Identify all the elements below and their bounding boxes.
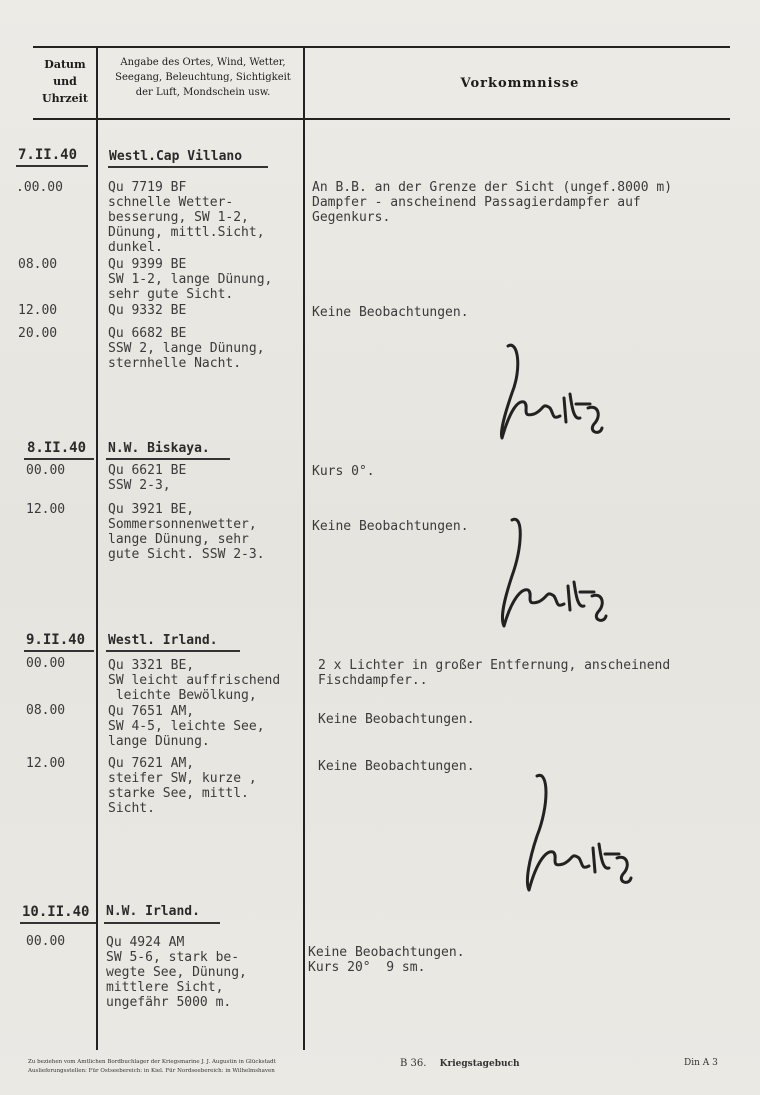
day-date-underline bbox=[20, 922, 96, 924]
day-location-underline bbox=[108, 166, 268, 168]
day-location: N.W. Biskaya. bbox=[108, 441, 210, 456]
day-date: 7.II.40 bbox=[18, 147, 78, 163]
day-location-underline bbox=[104, 922, 220, 924]
footer-paper-format: Din A 3 bbox=[684, 1058, 718, 1068]
header-events-column: Vorkommnisse bbox=[460, 76, 580, 91]
header-date-line-1: Datum bbox=[44, 58, 86, 71]
footer-publisher-note: Zu beziehen vom Amtlichen Bordbuchlager der Kriegsmarine J. J. Augustin in Glückstadt Auslieferungsstellen: Für Ostseebereich: in Kiel. Für Nordseebereich: in Wilhelmshaven bbox=[28, 1059, 276, 1074]
day-location-underline bbox=[106, 650, 240, 652]
entry-events: Kurs 0°. bbox=[312, 464, 375, 479]
entry-events: Keine Beobachtungen. bbox=[318, 759, 475, 774]
day-date-underline bbox=[24, 650, 94, 652]
day-location: N.W. Irland. bbox=[106, 904, 200, 919]
header-date-line-3: Uhrzeit bbox=[42, 92, 88, 105]
column-divider-2 bbox=[303, 47, 305, 1050]
entry-events: Keine Beobachtungen. bbox=[312, 519, 469, 534]
header-bottom-rule bbox=[33, 118, 730, 120]
column-divider-1 bbox=[96, 47, 98, 1050]
header-date-column bbox=[33, 56, 97, 107]
entry-time: 00.00 bbox=[26, 463, 66, 478]
entry-time: 12.00 bbox=[26, 756, 66, 771]
entry-events: An B.B. an der Grenze der Sicht (ungef.8000 m) Dampfer - anscheinend Passagierdampfer auf Gegenkurs. bbox=[312, 180, 673, 225]
header-ort-line-3: der Luft, Mondschein usw. bbox=[135, 87, 271, 98]
header-ort-line-1: Angabe des Ortes, Wind, Wetter, bbox=[120, 57, 286, 68]
header-ort-line-2: Seegang, Beleuchtung, Sichtigkeit bbox=[115, 72, 291, 83]
entry-location: Qu 7651 AM, SW 4-5, leichte See, lange Dünung. bbox=[108, 704, 265, 749]
day-date: 9.II.40 bbox=[26, 632, 86, 648]
day-location: Westl. Irland. bbox=[108, 633, 218, 648]
entry-location: Qu 4924 AM SW 5-6, stark be- wegte See, Dünung, mittlere Sicht, ungefähr 5000 m. bbox=[106, 935, 247, 1010]
footer-form-number: B 36. bbox=[400, 1058, 427, 1069]
entry-time: 12.00 bbox=[18, 303, 58, 318]
signature-image bbox=[492, 514, 622, 634]
entry-events: Keine Beobachtungen. Kurs 20° 9 sm. bbox=[308, 945, 465, 975]
entry-time: 00.00 bbox=[26, 656, 66, 671]
entry-time: 00.00 bbox=[26, 934, 66, 949]
entry-time: .00.00 bbox=[16, 180, 63, 195]
entry-location: Qu 9399 BE SW 1-2, lange Dünung, sehr gute Sicht. bbox=[108, 257, 273, 302]
day-location-underline bbox=[106, 458, 230, 460]
entry-location: Qu 6621 BE SSW 2-3, bbox=[108, 463, 187, 493]
entry-events: Keine Beobachtungen. bbox=[312, 305, 469, 320]
entry-time: 20.00 bbox=[18, 326, 58, 341]
entry-location: Qu 9332 BE bbox=[108, 303, 187, 318]
header-location-column bbox=[100, 55, 306, 100]
table-top-rule bbox=[33, 46, 730, 48]
day-date: 10.II.40 bbox=[22, 904, 90, 920]
entry-time: 08.00 bbox=[26, 703, 66, 718]
signature-image bbox=[490, 338, 620, 448]
entry-location: Qu 6682 BE SSW 2, lange Dünung, sternhelle Nacht. bbox=[108, 326, 265, 371]
signature-image bbox=[515, 768, 645, 898]
day-date: 8.II.40 bbox=[27, 440, 87, 456]
day-date-underline bbox=[24, 458, 94, 460]
footer-form-id bbox=[400, 1058, 520, 1069]
day-date-underline bbox=[16, 165, 88, 167]
footer-form-title: Kriegstagebuch bbox=[439, 1059, 520, 1069]
entry-location: Qu 7621 AM, steifer SW, kurze , starke See, mittl. Sicht. bbox=[108, 756, 257, 816]
entry-location: Qu 7719 BF schnelle Wetter- besserung, SW 1-2, Dünung, mittl.Sicht, dunkel. bbox=[108, 180, 265, 255]
entry-events: 2 x Lichter in großer Entfernung, anscheinend Fischdampfer.. bbox=[318, 658, 671, 688]
header-date-line-2: und bbox=[53, 75, 77, 88]
entry-location: Qu 3321 BE, SW leicht auffrischend leichte Bewölkung, bbox=[108, 658, 281, 703]
entry-location: Qu 3921 BE, Sommersonnenwetter, lange Dünung, sehr gute Sicht. SSW 2-3. bbox=[108, 502, 265, 562]
day-location: Westl.Cap Villano bbox=[109, 149, 243, 164]
entry-time: 08.00 bbox=[18, 257, 58, 272]
entry-time: 12.00 bbox=[26, 502, 66, 517]
entry-events: Keine Beobachtungen. bbox=[318, 712, 475, 727]
